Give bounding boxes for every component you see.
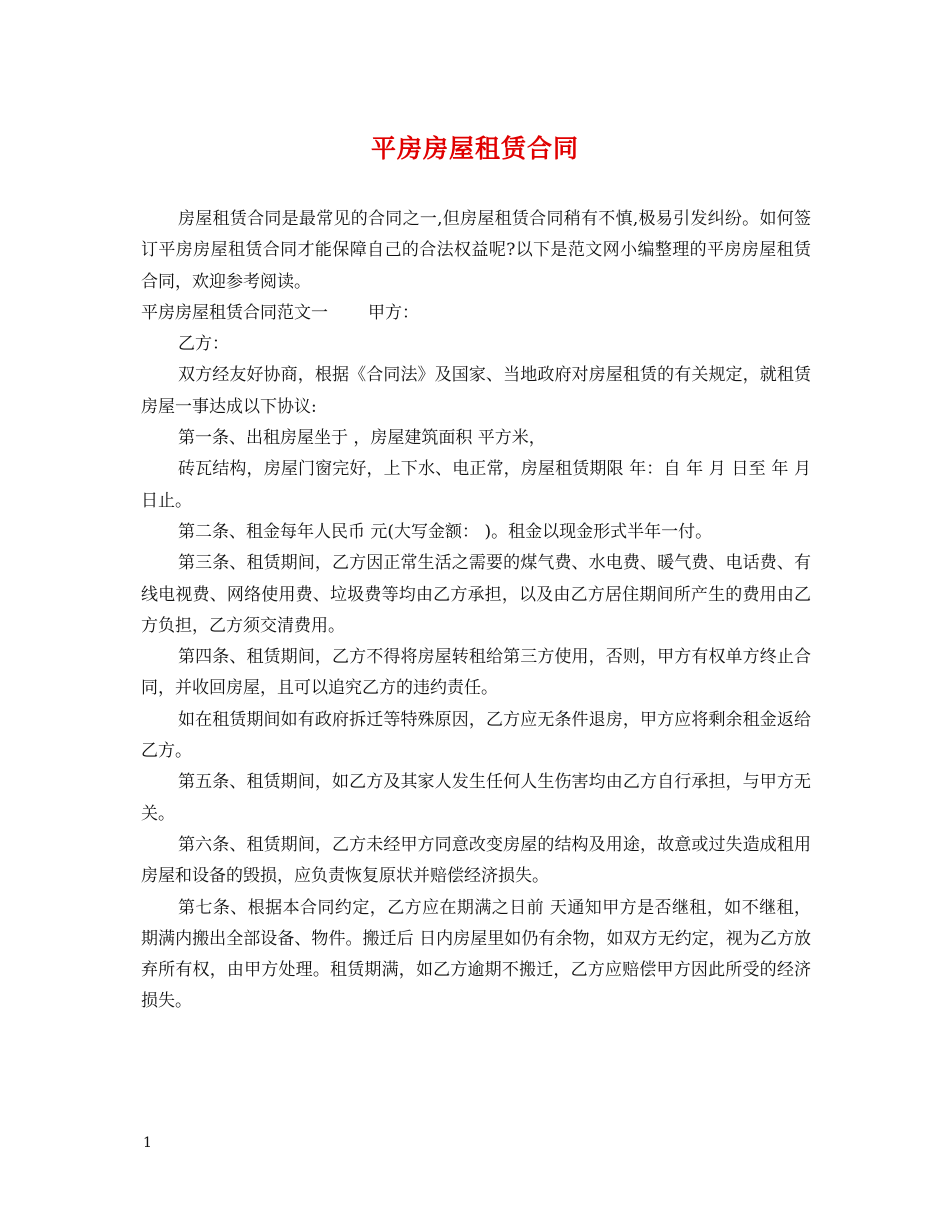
document-title: 平房房屋租赁合同	[370, 134, 579, 163]
sample-heading: 平房房屋租赁合同范文一	[141, 302, 328, 323]
party-a-label: 甲方：	[368, 302, 419, 323]
clause-paragraph: 如在租赁期间如有政府拆迁等特殊原因，乙方应无条件退房，甲方应将剩余租金返给乙方。	[141, 709, 811, 762]
page-number: 1	[143, 1135, 152, 1151]
clause-paragraph: 第一条、出租房屋坐于 ，房屋建筑面积 平方米，	[178, 428, 546, 449]
document-body	[141, 204, 811, 1018]
clause-paragraph: 砖瓦结构，房屋门窗完好，上下水、电正常，房屋租赁期限 年：自 年 月 日至 年 月 日止。	[141, 459, 811, 511]
sample-heading-line	[141, 298, 811, 329]
clause-paragraph: 第二条、租金每年人民币 元(大写金额： )。租金以现金形式半年一付。	[178, 521, 713, 542]
party-b-label: 乙方：	[178, 334, 229, 355]
clause-paragraph: 第四条、租赁期间，乙方不得将房屋转租给第三方使用，否则，甲方有权单方终止合同，并收回房屋，且可以追究乙方的违约责任。	[141, 647, 811, 699]
clause-paragraph: 第六条、租赁期间，乙方未经甲方同意改变房屋的结构及用途，故意或过失造成租用房屋和设备的毁损，应负责恢复原状并赔偿经济损失。	[141, 834, 811, 887]
clause-paragraph: 第五条、租赁期间，如乙方及其家人发生任何人生伤害均由乙方自行承担，与甲方无关。	[141, 772, 811, 824]
preamble-paragraph: 双方经友好协商，根据《合同法》及国家、当地政府对房屋租赁的有关规定，就租赁房屋一事达成以下协议:	[141, 365, 811, 417]
clause-paragraph: 第七条、根据本合同约定，乙方应在期满之日前 天通知甲方是否继租，如不继租，期满内搬出全部设备、物件。搬迁后 日内房屋里如仍有余物，如双方无约定，视为乙方放弃所有权，由甲方处理。租赁期满，如乙方逾期不搬迁，乙方应赔偿甲方因此所受的经济损失。	[141, 897, 811, 1012]
clause-paragraph: 第三条、租赁期间，乙方因正常生活之需要的煤气费、水电费、暖气费、电话费、有线电视费、网络使用费、垃圾费等均由乙方承担，以及由乙方居住期间所产生的费用由乙方负担，乙方须交清费用。	[141, 553, 811, 636]
intro-paragraph: 房屋租赁合同是最常见的合同之一,但房屋租赁合同稍有不慎,极易引发纠纷。如何签订平房房屋租赁合同才能保障自己的合法权益呢?以下是范文网小编整理的平房房屋租赁合同，欢迎参考阅读。	[141, 209, 811, 292]
